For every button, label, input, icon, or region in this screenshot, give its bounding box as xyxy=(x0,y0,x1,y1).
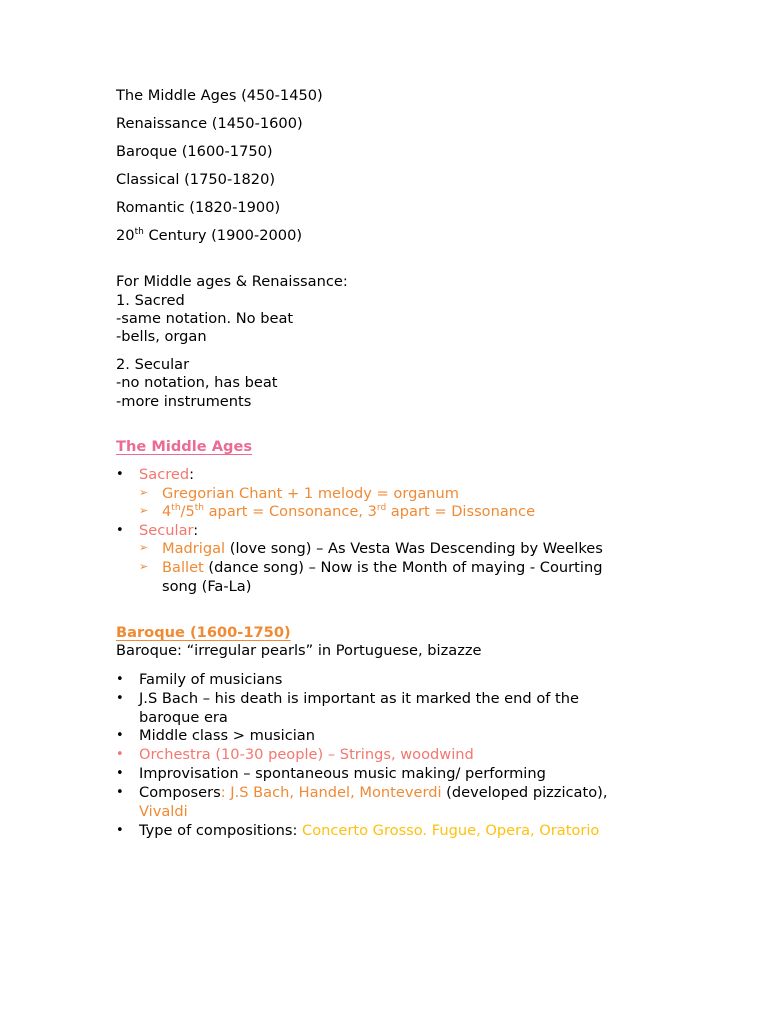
era-20th-rest: Century (1900-2000) xyxy=(143,227,303,244)
arrow-bullet-icon: ➢ xyxy=(139,541,149,554)
cons-a-sup: th xyxy=(171,503,181,513)
baroque-orchestra: Orchestra (10-30 people) – Strings, woodwind xyxy=(139,746,474,763)
madrigal-text: (love song) – As Vesta Was Descending by Weelkes xyxy=(225,540,603,557)
intro-sacred-1: 1. Sacred xyxy=(116,292,185,309)
intro-secular-1: 2. Secular xyxy=(116,356,190,373)
baroque-bach: J.S Bach – his death is important as it marked the end of the xyxy=(139,690,579,707)
baroque-bach-cont: baroque era xyxy=(139,709,228,726)
composers-label: Composers xyxy=(139,784,221,801)
arrow-bullet-icon: ➢ xyxy=(139,486,149,499)
intro-heading: For Middle ages & Renaissance: xyxy=(116,273,348,290)
sacred-gregorian: Gregorian Chant + 1 melody = organum xyxy=(162,485,460,502)
cons-c: apart = Consonance, 3 xyxy=(203,503,377,520)
madrigal-label: Madrigal xyxy=(162,540,226,557)
baroque-middle-class: Middle class > musician xyxy=(139,727,315,744)
era-romantic: Romantic (1820-1900) xyxy=(116,199,281,216)
intro-sacred-2: -same notation. No beat xyxy=(116,310,294,327)
cons-d: apart = Dissonance xyxy=(386,503,536,520)
intro-secular-3: -more instruments xyxy=(116,393,252,410)
era-20th-num: 20 xyxy=(116,227,135,244)
middle-ages-sacred xyxy=(139,466,194,485)
bullet-icon: • xyxy=(116,467,124,482)
bullet-icon: • xyxy=(116,728,124,743)
era-baroque: Baroque (1600-1750) xyxy=(116,143,273,160)
ballet-text: (dance song) – Now is the Month of maying - Courting xyxy=(203,559,603,576)
middle-ages-heading: The Middle Ages xyxy=(116,438,253,455)
bullet-icon: • xyxy=(116,785,124,800)
baroque-improvisation: Improvisation – spontaneous music making/ performing xyxy=(139,765,546,782)
baroque-compositions xyxy=(139,822,599,841)
secular-madrigal xyxy=(162,540,603,559)
baroque-composers-cont: Vivaldi xyxy=(139,803,188,820)
compositions-label: Type of compositions: xyxy=(139,822,302,839)
middle-ages-secular xyxy=(139,522,198,541)
secular-colon: : xyxy=(193,522,199,539)
bullet-icon: • xyxy=(116,523,124,538)
bullet-icon: • xyxy=(116,672,124,687)
bullet-icon: • xyxy=(116,747,124,762)
baroque-subtitle: Baroque: “irregular pearls” in Portuguese, bizazze xyxy=(116,642,482,659)
composers-note: (developed pizzicato), xyxy=(441,784,608,801)
compositions-list: Concerto Grosso. Fugue, Opera, Oratorio xyxy=(302,822,600,839)
secular-ballet-cont: song (Fa-La) xyxy=(162,578,252,595)
era-renaissance: Renaissance (1450-1600) xyxy=(116,115,303,132)
sacred-label: Sacred xyxy=(139,466,190,483)
cons-c-sup: rd xyxy=(376,503,387,513)
baroque-family: Family of musicians xyxy=(139,671,283,688)
era-20th-century xyxy=(116,227,302,245)
intro-sacred-3: -bells, organ xyxy=(116,328,207,345)
cons-b: /5 xyxy=(180,503,195,520)
bullet-icon: • xyxy=(116,766,124,781)
baroque-heading: Baroque (1600-1750) xyxy=(116,624,291,641)
sacred-consonance xyxy=(162,503,535,522)
era-classical: Classical (1750-1820) xyxy=(116,171,276,188)
arrow-bullet-icon: ➢ xyxy=(139,560,149,573)
bullet-icon: • xyxy=(116,823,124,838)
bullet-icon: • xyxy=(116,691,124,706)
cons-a: 4 xyxy=(162,503,172,520)
sacred-colon: : xyxy=(189,466,195,483)
secular-ballet xyxy=(162,559,602,578)
ballet-label: Ballet xyxy=(162,559,204,576)
era-20th-sup: th xyxy=(134,227,144,237)
arrow-bullet-icon: ➢ xyxy=(139,504,149,517)
era-middle-ages: The Middle Ages (450-1450) xyxy=(116,87,323,104)
cons-b-sup: th xyxy=(194,503,204,513)
baroque-composers xyxy=(139,784,607,803)
intro-secular-2: -no notation, has beat xyxy=(116,374,278,391)
composers-list: : J.S Bach, Handel, Monteverdi xyxy=(220,784,442,801)
secular-label: Secular xyxy=(139,522,194,539)
